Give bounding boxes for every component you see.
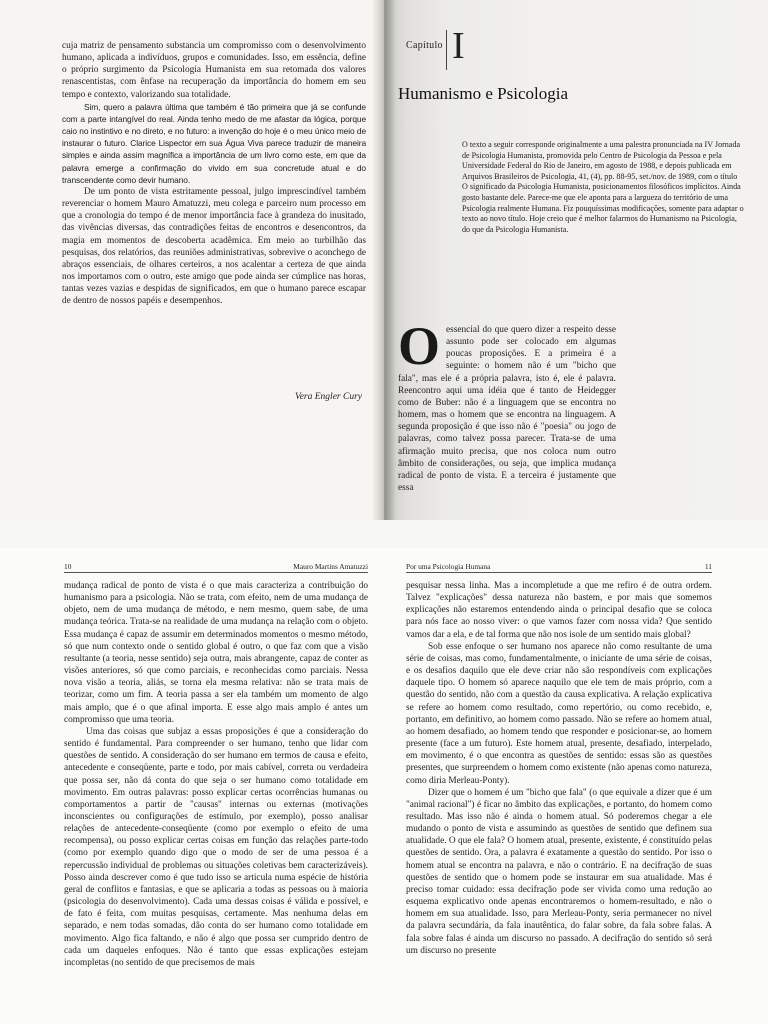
page-separator (0, 520, 768, 548)
running-head-title: Por uma Psicologia Humana (406, 562, 491, 571)
quote-paragraph: Sim, quero a palavra última que também é tão primeira que já se confunde com a parte intangível do real. Ainda tenho medo de me afastar da lógica, porque caio no instintivo e no direto, e no futuro: a invenção do hoje é o meu único meio de instaurar o futuro. Clarice Lispector em sua Água Viva parece traduzir de maneira simples e ainda assim magnífica a importância de um livro como este, em que da palavra emerge a confirmação do vivido em sua concretude atual e do transcendente como devir humano. (62, 101, 366, 185)
paragraph: Uma das coisas que subjaz a essas proposições é que a consideração do sentido é fundamental. Para compreender o ser humano, tenho que lidar com questões de sentido. A consideração do ser humano em termos de causa e efeito, antecedente e conseqüente, parte e todo, por mais cabível, correta ou verdadeira que possa ser, não dá conta do que seja o ser humano como totalidade em movimento. Em outras palavras: posso explicar certas ocorrências humanas ou comportamentos a partir de "causas" internas ou externas (motivações inconscientes ou configurações de estímulo, por exemplo), posso analisar relações de antecedente-conseqüente (como por exemplo o efeito de uma recompensa), ou posso explicar certas coisas em função das relações parte-todo (como por exemplo quando digo que o modo de ser de uma pessoa é a repercussão individual de problemas ou situações coletivas bem caracterizáveis). Posso ainda descrever como é que tudo isso se articula numa espécie de história geral de conflitos e fantasias, e que se aplicaria a todas as pessoas ou à maioria (psicologia do desenvolvimento). Cada uma dessas coisas é válida e possível, e de fato é feita, com muitas pesquisas, certamente. Mas nenhuma delas em separado, e nem todas somadas, dão conta do ser humano como totalidade em movimento. Algo fica faltando, e não é algo que possa ser cumprido dentro de cada um daqueles enfoques. Não é tanto que essas explicações estejam incompletas (no sentido de que precisemos de mais (64, 726, 368, 968)
top-left-text-column (62, 40, 366, 307)
opening-paragraph: essencial do que quero dizer a respeito desse assunto pode ser colocado em algumas poucas proposições. E a primeira é a seguinte: o homem não é um "bicho que fala", mas ele é a própria palavra, isto é, ele é palavra. Reencontro aqui uma idéia que é tanto de Heidegger como de Buber: não é a linguagem que se encontra no homem, mas o homem que se encontra na linguagem. A segunda proposição é que isso não é "poesia" ou jogo de palavras, como talvez possa parecer. Trata-se de uma afirmação muito precisa, que nos coloca num outro âmbito de considerações, ou seja, que implica mudança radical de ponto de vista. E a terceira é justamente que essa (398, 325, 616, 494)
paragraph: cuja matriz de pensamento substancia um compromisso com o desenvolvimento humano, aplicada a indivíduos, grupos e comunidades. Isso, em essência, define o próprio surgimento da Psicologia Humanista em sua retomada dos valores renascentistas, com ênfase na recuperação da importância do homem em seu tempo e contexto, valorizando sua totalidade. (62, 41, 366, 100)
page-number: 11 (704, 562, 712, 571)
chapter-label: Capítulo (406, 40, 443, 51)
running-head-right (406, 562, 712, 573)
paragraph: pesquisar nessa linha. Mas a incompletude a que me refiro é de outra ordem. Talvez "explicações" dessa natureza não bastem, e por mais que somemos explicações não estaremos entendendo ainda o principal desafio que se coloca para nós face ao nosso viver: o que vamos fazer com nossa vida? Que sentido vamos dar a ela, e de tal forma que não nos isole de um sentido mais global? (406, 581, 712, 640)
paragraph: mudança radical de ponto de vista é o que mais caracteriza a contribuição do humanismo para a psicologia. Não se trata, com efeito, nem de uma mudança de objeto, nem de uma mudança de método, e nem mesmo, quem sabe, de uma mudança teórica. Trata-se na realidade de uma mudança na relação com o objeto. Essa mudança é capaz de assumir em determinados momentos o mesmo método, só que num contexto onde o sentido global é outro, o que faz com que a visão resultante (a teoria, nesse sentido) seja outra, mais abrangente, capaz de conter as visões anteriores, só que como parciais, e reconhecidas como parciais. Nessa nova visão a teoria, aliás, se torna ela mesma relativa: não se trata mais de teorizar, como um fim. A teoria passa a ser ela também um momento de algo mais amplo, que é o que afinal importa. E esse algo mais amplo é antes um compromisso que uma teoria. (64, 581, 368, 725)
drop-cap: O (398, 316, 441, 376)
paragraph: Dizer que o homem é um "bicho que fala" (o que equivale a dizer que é um "animal racional") é ficar no âmbito das explicações, e portanto, do homem como resultado. Mas isso não é ainda o homem atual. Só poderemos chegar a ele mudando o ponto de vista e assumindo as questões de sentido que definem sua atualidade. O que ele fala? O homem atual, presente, existente, é constituído pelas questões de sentido. Ora, a palavra é exatamente a questão do sentido. Por isso o homem atual se encontra na palavra, e não o contrário. E na decifração de suas questões de sentido que o homem pode se instaurar em sua atualidade. Mas é preciso tomar cuidado: essa decifração pode ser vivida como uma redução ao esquema explicativo onde apenas encontraremos o homem-resultado, e não o homem em sua atualidade. Isso, para Merleau-Ponty, seria permanecer no nível da palavra secundária, da fala inautêntica, do falar sobre, da fala sobre falas. A fala sobre falas é ainda um discurso no passado. A decifração do sentido só será um discurso no presente (406, 787, 712, 956)
paragraph: De um ponto de vista estritamente pessoal, julgo imprescindível também reverenciar o homem Mauro Amatuzzi, meu colega e parceiro num processo em que a cronologia do tempo é de menor importância face à grandeza do inusitado, das vivências diversas, das contradições feitas de encontros e desencontros, da magia em momentos de descoberta acadêmica. Em meio ao turbilhão das pesquisas, dos relatórios, das reuniões administrativas, sobrevive o aconchego de abraços essenciais, de olhares certeiros, a nos acalentar a certeza de que ainda nos importamos com o outro, este amigo que pode ainda ser cúmplice nas horas, tantas vezes vazias e despidas de significados, em que o humano parece escapar de dentro de nossos papéis e desempenhos. (62, 186, 366, 307)
author-signature: Vera Engler Cury (294, 392, 362, 402)
running-head-author: Mauro Martins Amatuzzi (293, 562, 368, 571)
bottom-right-text-column (406, 580, 712, 957)
chapter-opening-text (398, 316, 616, 494)
chapter-note: O texto a seguir corresponde originalmente a uma palestra pronunciada na IV Jornada de Psicologia Humanista, promovida pelo Centro de Psicologia da Pessoa e pela Universidade Federal do Rio de Janeiro, em agosto de 1988, e depois publicada em Arquivos Brasileiros de Psicologia, 41, (4), pp. 88-95, set./nov. de 1989, com o título O significado da Psicologia Humanista, posicionamentos filosóficos implícitos. Ainda gosto bastante dele. Parece-me que ele aponta para a largueza do território de uma Psicologia realmente Humana. Fiz pouquíssimas modificações, somente para adaptar o texto ao novo título. Hoje creio que é melhor falarmos do Humanismo na Psicologia, do que da Psicologia Humanista. (462, 140, 744, 234)
page-number: 10 (64, 562, 72, 571)
chapter-title: Humanismo e Psicologia (398, 84, 568, 103)
paragraph: Sob esse enfoque o ser humano nos aparece não como resultante de uma série de coisas, mas como, fundamentalmente, o iniciante de uma série de coisas, e os desafios daquilo que ele deve criar não são respondíveis com explicações daquele tipo. O homem só aparece naquilo que ele tem de mais próprio, com a questão do sentido, não com a questão da causa explicativa. A relação explicativa se refere ao homem como resultado, como repertório, ou como recebido, e, portanto, em definitivo, ao homem como passado. Não se refere ao homem atual, ao homem desafiado, ao homem tendo que responder e posicionar-se, ao homem presente (face a um futuro). Este homem atual, presente, desafiado, interpelado, em movimento, é o que encontra as questões de sentido: essas são as questões presentes, que surpreendem o homem como existente (não apenas como natureza, como diria Merleau-Ponty). (406, 641, 712, 786)
bottom-left-text-column (64, 580, 368, 969)
chapter-number: I (452, 25, 465, 67)
running-head-left (64, 562, 368, 573)
chapter-divider (446, 30, 447, 70)
book-gutter-shadow (372, 0, 396, 520)
